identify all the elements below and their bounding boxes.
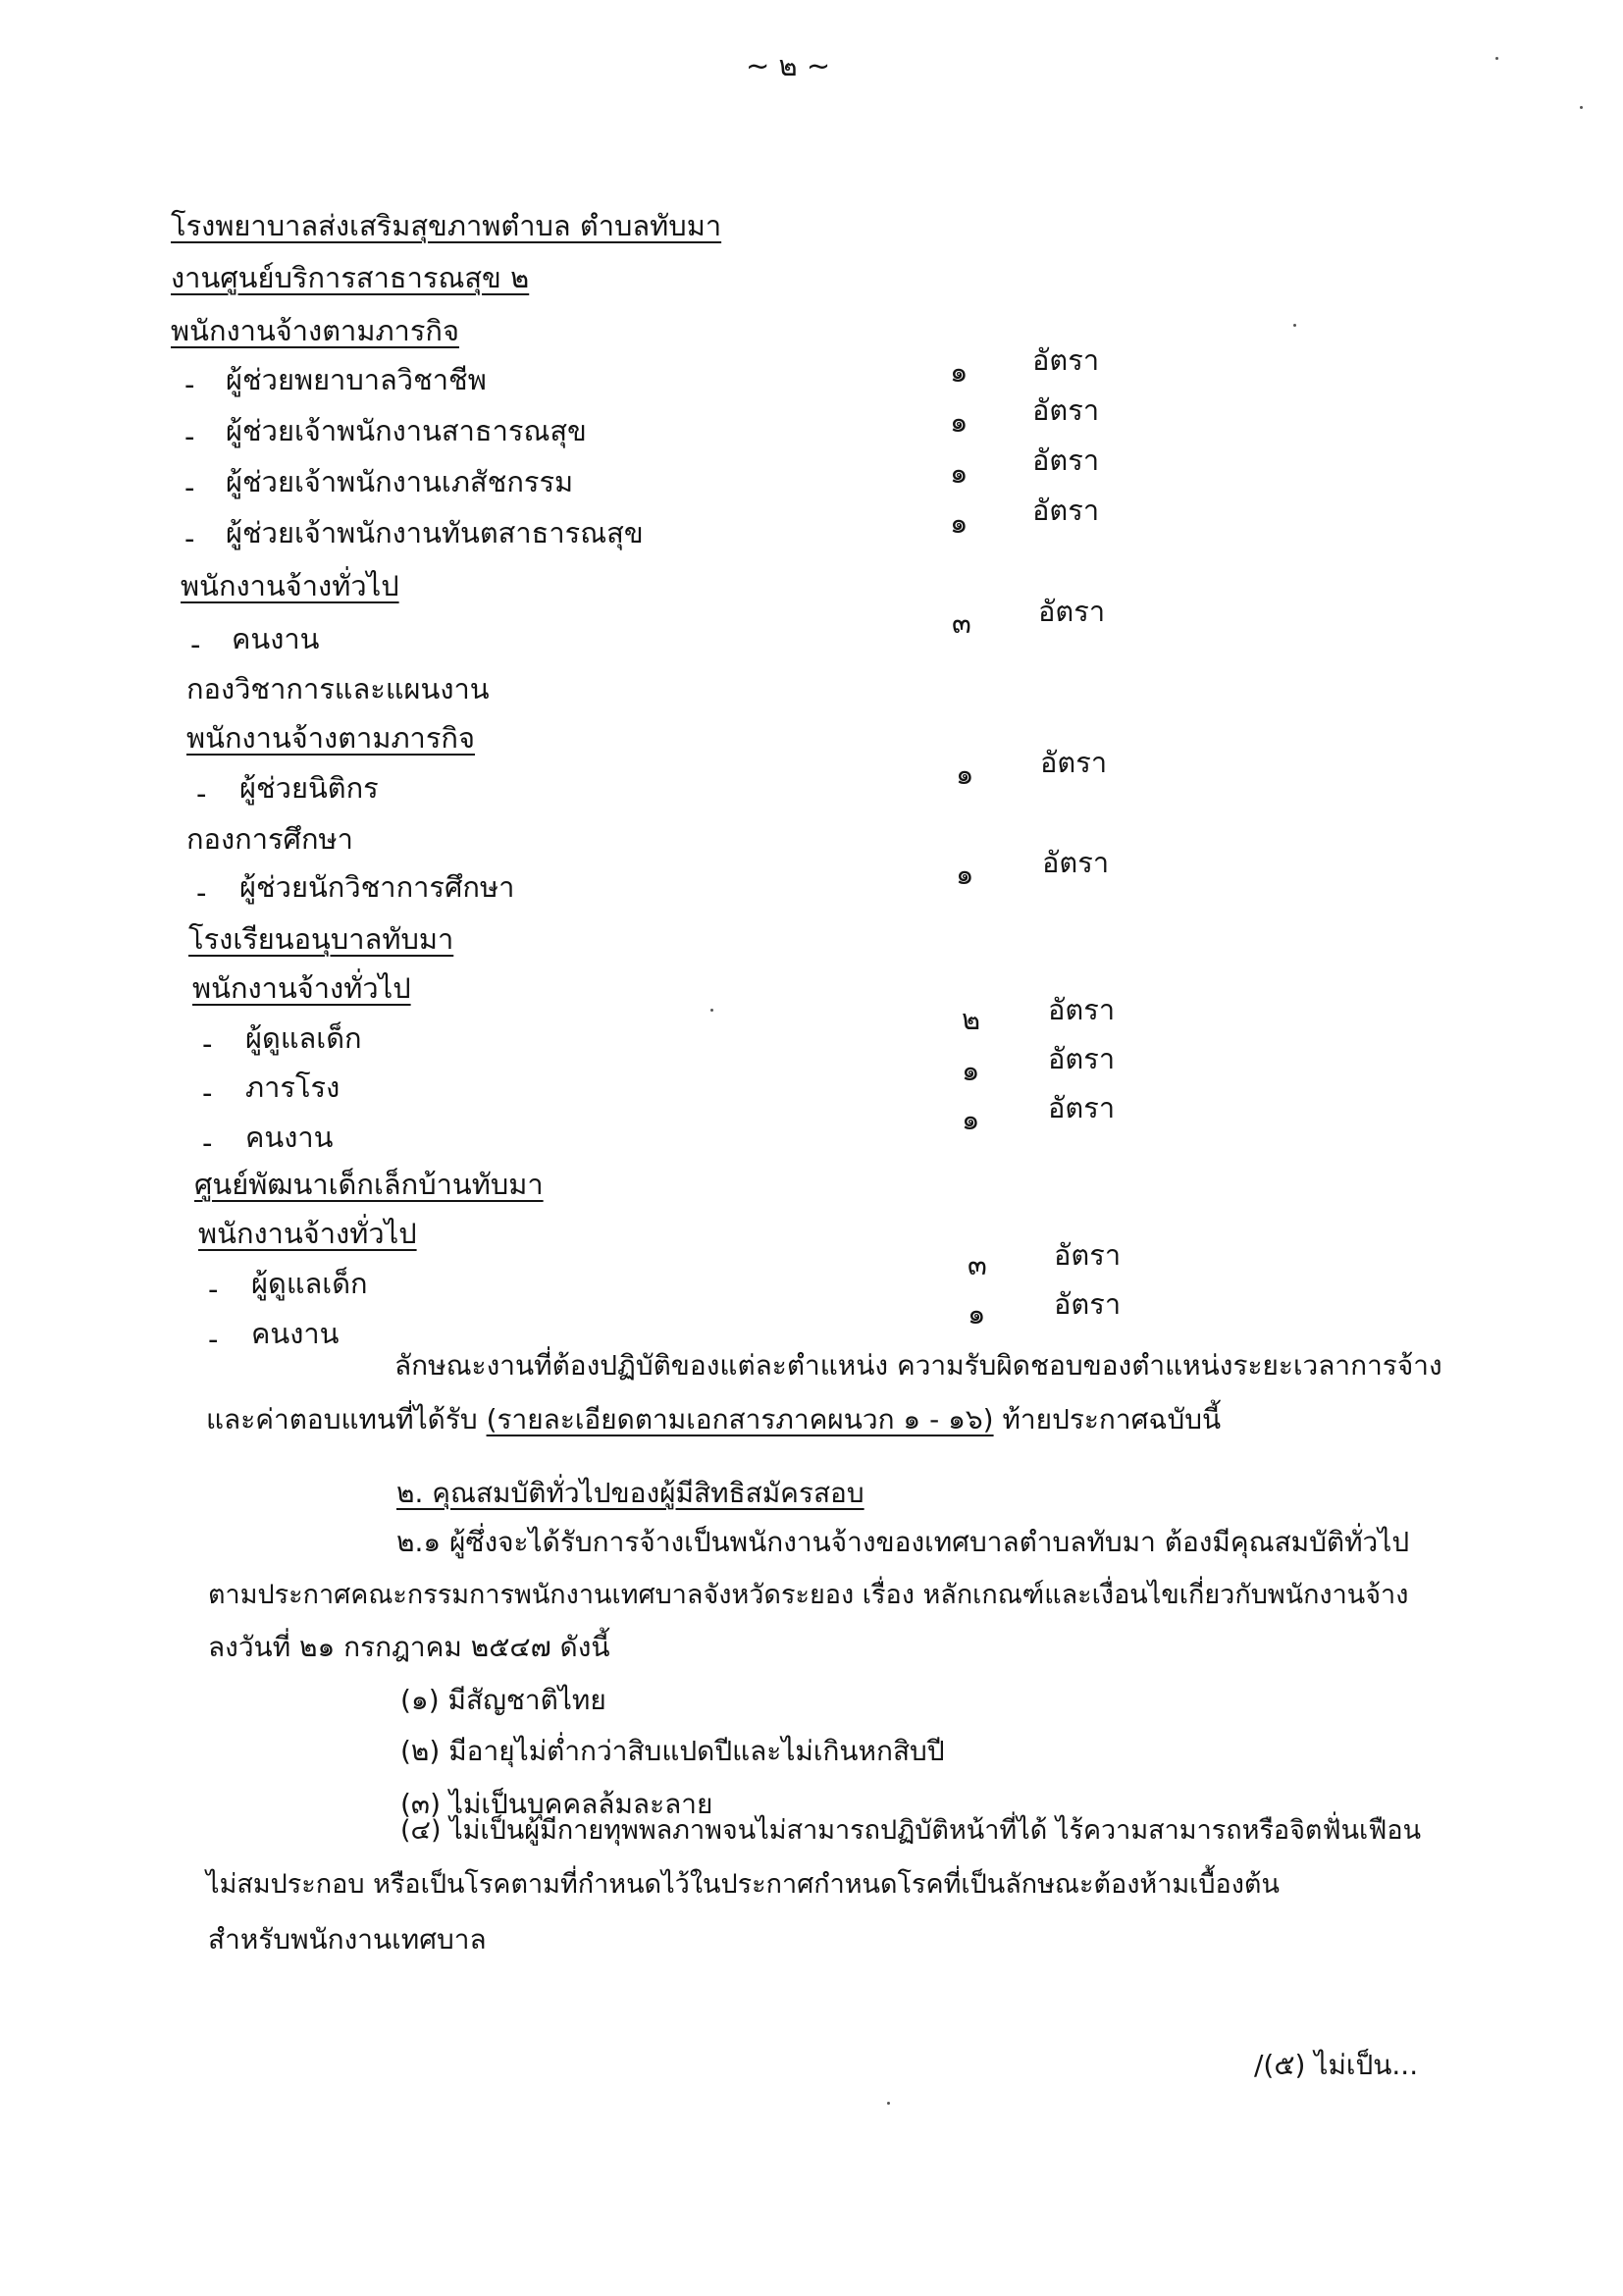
unit-label: อัตรา xyxy=(1054,1238,1122,1272)
unit-label: อัตรา xyxy=(1048,993,1116,1026)
section-hospital-unit: งานศูนย์บริการสาธารณสุข ๒ xyxy=(171,261,530,294)
heading-academic-division: กองวิชาการและแผนงาน xyxy=(186,672,490,705)
heading-general-staff-1: พนักงานจ้างทั่วไป xyxy=(181,569,399,602)
position-title: ผู้ช่วยนักวิชาการศึกษา xyxy=(239,870,515,904)
scan-speck xyxy=(1293,324,1296,327)
continuation-note: /(๕) ไม่เป็น... xyxy=(1254,2049,1419,2081)
position-title: คนงาน xyxy=(232,622,320,655)
appendix-reference: (รายละเอียดตามเอกสารภาคผนวก ๑ - ๑๖) xyxy=(486,1403,994,1435)
qualifications-p1-line1: ๒.๑ ผู้ซึ่งจะได้รับการจ้างเป็นพนักงานจ้างของเทศบาลตำบลทับมา ต้องมีคุณสมบัติทั่วไป xyxy=(396,1526,1410,1558)
bullet-dash: - xyxy=(184,471,195,504)
position-count: ๒ xyxy=(962,1003,981,1036)
position-count: ๑ xyxy=(950,456,969,490)
job-desc-line1: ลักษณะงานที่ต้องปฏิบัติของแต่ละตำแหน่ง ความรับผิดชอบของตำแหน่งระยะเวลาการจ้าง xyxy=(394,1349,1442,1382)
position-title: ผู้ช่วยเจ้าพนักงานสาธารณสุข xyxy=(226,414,587,447)
bullet-dash: - xyxy=(196,876,207,910)
scan-speck xyxy=(1580,106,1583,109)
position-title: ผู้ช่วยเจ้าพนักงานทันตสาธารณสุข xyxy=(226,516,644,549)
position-count: ๑ xyxy=(962,1054,980,1087)
job-desc-line2 xyxy=(206,1403,1221,1436)
bullet-dash: - xyxy=(184,522,195,555)
position-count: ๓ xyxy=(968,1248,987,1281)
position-count: ๑ xyxy=(962,1103,980,1136)
qualifications-p1-line3: ลงวันที่ ๒๑ กรกฎาคม ๒๕๔๗ ดังนี้ xyxy=(208,1631,610,1663)
unit-label: อัตรา xyxy=(1048,1042,1116,1075)
position-title: ภารโรง xyxy=(245,1070,340,1104)
position-count: ๑ xyxy=(950,405,969,439)
unit-label: อัตรา xyxy=(1042,846,1110,879)
job-desc-line2-start: และค่าตอบแทนที่ได้รับ xyxy=(206,1403,487,1435)
page-number-header: ~ ๒ ~ xyxy=(746,49,831,82)
position-title: ผู้ดูแลเด็ก xyxy=(245,1021,362,1055)
bullet-dash: - xyxy=(196,777,207,810)
qualification-item-1: (๑) มีสัญชาติไทย xyxy=(400,1684,606,1716)
heading-general-staff-2: พนักงานจ้างทั่วไป xyxy=(192,971,411,1005)
job-desc-line2-end: ท้ายประกาศฉบับนี้ xyxy=(993,1403,1222,1435)
position-count: ๑ xyxy=(968,1297,986,1331)
bullet-dash: - xyxy=(190,628,201,661)
qualification-item-4-line2: ไม่สมประกอบ หรือเป็นโรคตามที่กำหนดไว้ในประกาศกำหนดโรคที่เป็นลักษณะต้องห้ามเบื้องต้น xyxy=(206,1869,1280,1900)
unit-label: อัตรา xyxy=(1032,393,1100,427)
position-count: ๑ xyxy=(950,355,969,389)
section-hospital-title: โรงพยาบาลส่งเสริมสุขภาพตำบล ตำบลทับมา xyxy=(171,209,722,242)
scan-speck xyxy=(1495,57,1498,60)
bullet-dash: - xyxy=(208,1273,219,1306)
scan-speck xyxy=(710,1009,713,1012)
heading-mission-staff-2: พนักงานจ้างตามภารกิจ xyxy=(186,721,475,755)
unit-label: อัตรา xyxy=(1048,1091,1116,1124)
position-title: ผู้ช่วยนิติกร xyxy=(239,771,379,805)
heading-education-division: กองการศึกษา xyxy=(186,822,353,856)
qualifications-p1-line2: ตามประกาศคณะกรรมการพนักงานเทศบาลจังหวัดระยอง เรื่อง หลักเกณฑ์และเงื่อนไขเกี่ยวกับพนักงานจ้าง xyxy=(208,1580,1409,1610)
qualification-item-4-line1: (๔) ไม่เป็นผู้มีกายทุพพลภาพจนไม่สามารถปฏิบัติหน้าที่ได้ ไร้ความสามารถหรือจิตฟั่นเฟือน xyxy=(400,1815,1422,1846)
position-count: ๑ xyxy=(956,757,974,791)
position-count: ๑ xyxy=(950,506,969,540)
qualification-item-2: (๒) มีอายุไม่ต่ำกว่าสิบแปดปีและไม่เกินหกสิบปี xyxy=(400,1735,945,1767)
heading-kindergarten: โรงเรียนอนุบาลทับมา xyxy=(188,922,454,956)
unit-label: อัตรา xyxy=(1040,746,1108,779)
unit-label: อัตรา xyxy=(1032,494,1100,527)
qualification-item-3: (๓) ไม่เป็นบุคคลล้มละลาย xyxy=(400,1788,713,1820)
unit-label: อัตรา xyxy=(1032,343,1100,377)
bullet-dash: - xyxy=(202,1126,213,1160)
unit-label: อัตรา xyxy=(1032,444,1100,477)
scan-speck xyxy=(887,2102,890,2105)
position-title: คนงาน xyxy=(251,1317,340,1350)
position-title: ผู้ดูแลเด็ก xyxy=(251,1267,368,1300)
heading-child-center: ศูนย์พัฒนาเด็กเล็กบ้านทับมา xyxy=(194,1168,544,1201)
qualification-item-4-line3: สำหรับพนักงานเทศบาล xyxy=(208,1923,487,1956)
qualifications-heading: ๒. คุณสมบัติทั่วไปของผู้มีสิทธิสมัครสอบ xyxy=(396,1477,864,1509)
bullet-dash: - xyxy=(184,368,195,401)
bullet-dash: - xyxy=(202,1027,213,1061)
bullet-dash: - xyxy=(202,1076,213,1110)
heading-general-staff-3: พนักงานจ้างทั่วไป xyxy=(198,1217,417,1250)
position-count: ๑ xyxy=(956,858,974,891)
heading-mission-staff-1: พนักงานจ้างตามภารกิจ xyxy=(171,314,459,347)
position-title: ผู้ช่วยเจ้าพนักงานเภสัชกรรม xyxy=(226,465,574,498)
position-title: ผู้ช่วยพยาบาลวิชาชีพ xyxy=(226,363,487,396)
position-count: ๓ xyxy=(952,606,971,640)
unit-label: อัตรา xyxy=(1038,595,1106,628)
unit-label: อัตรา xyxy=(1054,1287,1122,1321)
bullet-dash: - xyxy=(184,420,195,453)
bullet-dash: - xyxy=(208,1323,219,1356)
position-title: คนงาน xyxy=(245,1121,334,1154)
